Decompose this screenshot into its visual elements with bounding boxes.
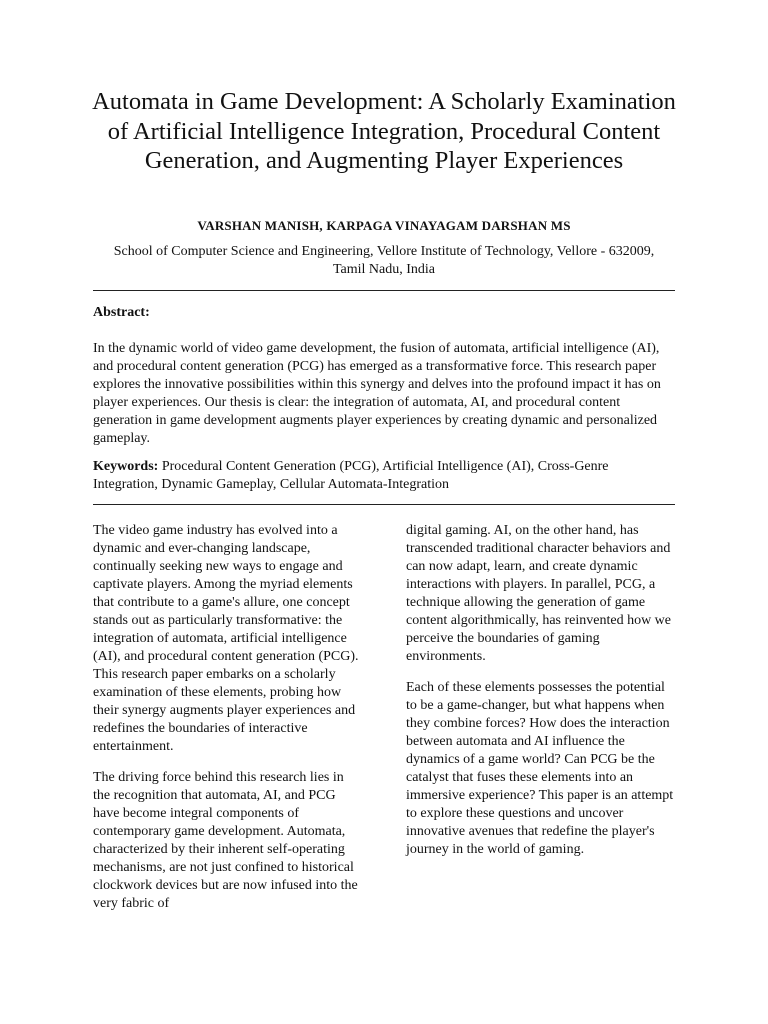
keywords <box>93 458 675 494</box>
body-right-column <box>406 522 674 872</box>
divider-bottom <box>93 504 675 505</box>
body-left-column <box>93 522 361 926</box>
paper-title: Automata in Game Development: A Scholarly Examination of Artificial Intelligence Integration, Procedural Content Generation, and Augmenting Player Experiences <box>92 88 676 174</box>
divider-top <box>93 290 675 291</box>
body-paragraph: Each of these elements possesses the potential to be a game-changer, but what happens when they combine forces? How does the interaction between automata and AI influence the dynamics of a game world? Can PCG be the catalyst that fuses these elements into an immersive experience? This paper is an attempt to explore these questions and uncover innovative avenues that redefine the player's journey in the world of gaming. <box>406 680 674 857</box>
keywords-label: Keywords: <box>93 459 159 474</box>
body-paragraph: digital gaming. AI, on the other hand, has transcended traditional character behaviors and can now adapt, learn, and create dynamic interactions with players. In parallel, PCG, a technique allowing the generation of game content algorithmically, has reinvented how we perceive the boundaries of gaming environments. <box>406 523 672 664</box>
body-paragraph: The video game industry has evolved into a dynamic and ever-changing landscape, continually seeking new ways to engage and captivate players. Among the myriad elements that contribute to a game's allure, one concept stands out as particularly transformative: the integration of automata, artificial intelligence (AI), and procedural content generation (PCG). This research paper embarks on a scholarly examination of these elements, probing how their synergy augments player experiences and redefines the boundaries of interactive entertainment. <box>93 523 359 754</box>
abstract-text: In the dynamic world of video game development, the fusion of automata, artificial intelligence (AI), and procedural content generation (PCG) has emerged as a transformative force. This research paper explores the innovative possibilities within this synergy and delves into the profound impact it has on player experiences. Our thesis is clear: the integration of automata, AI, and procedural content generation in game development augments player experiences by creating dynamic and personalized gameplay. <box>93 341 661 446</box>
keywords-text: Procedural Content Generation (PCG), Artificial Intelligence (AI), Cross-Genre Integration, Dynamic Gameplay, Cellular Automata-Integration <box>93 459 609 492</box>
paper-authors: VARSHAN MANISH, KARPAGA VINAYAGAM DARSHAN MS <box>197 218 571 233</box>
paper-affiliation: School of Computer Science and Engineering, Vellore Institute of Technology, Vellore - 632009, Tamil Nadu, India <box>113 244 655 277</box>
abstract-heading: Abstract: <box>93 305 150 320</box>
body-paragraph: The driving force behind this research lies in the recognition that automata, AI, and PCG have become integral components of contemporary game development. Automata, characterized by their inherent self-operating mechanisms, are not just confined to historical clockwork devices but are now infused into the very fabric of <box>93 770 358 911</box>
